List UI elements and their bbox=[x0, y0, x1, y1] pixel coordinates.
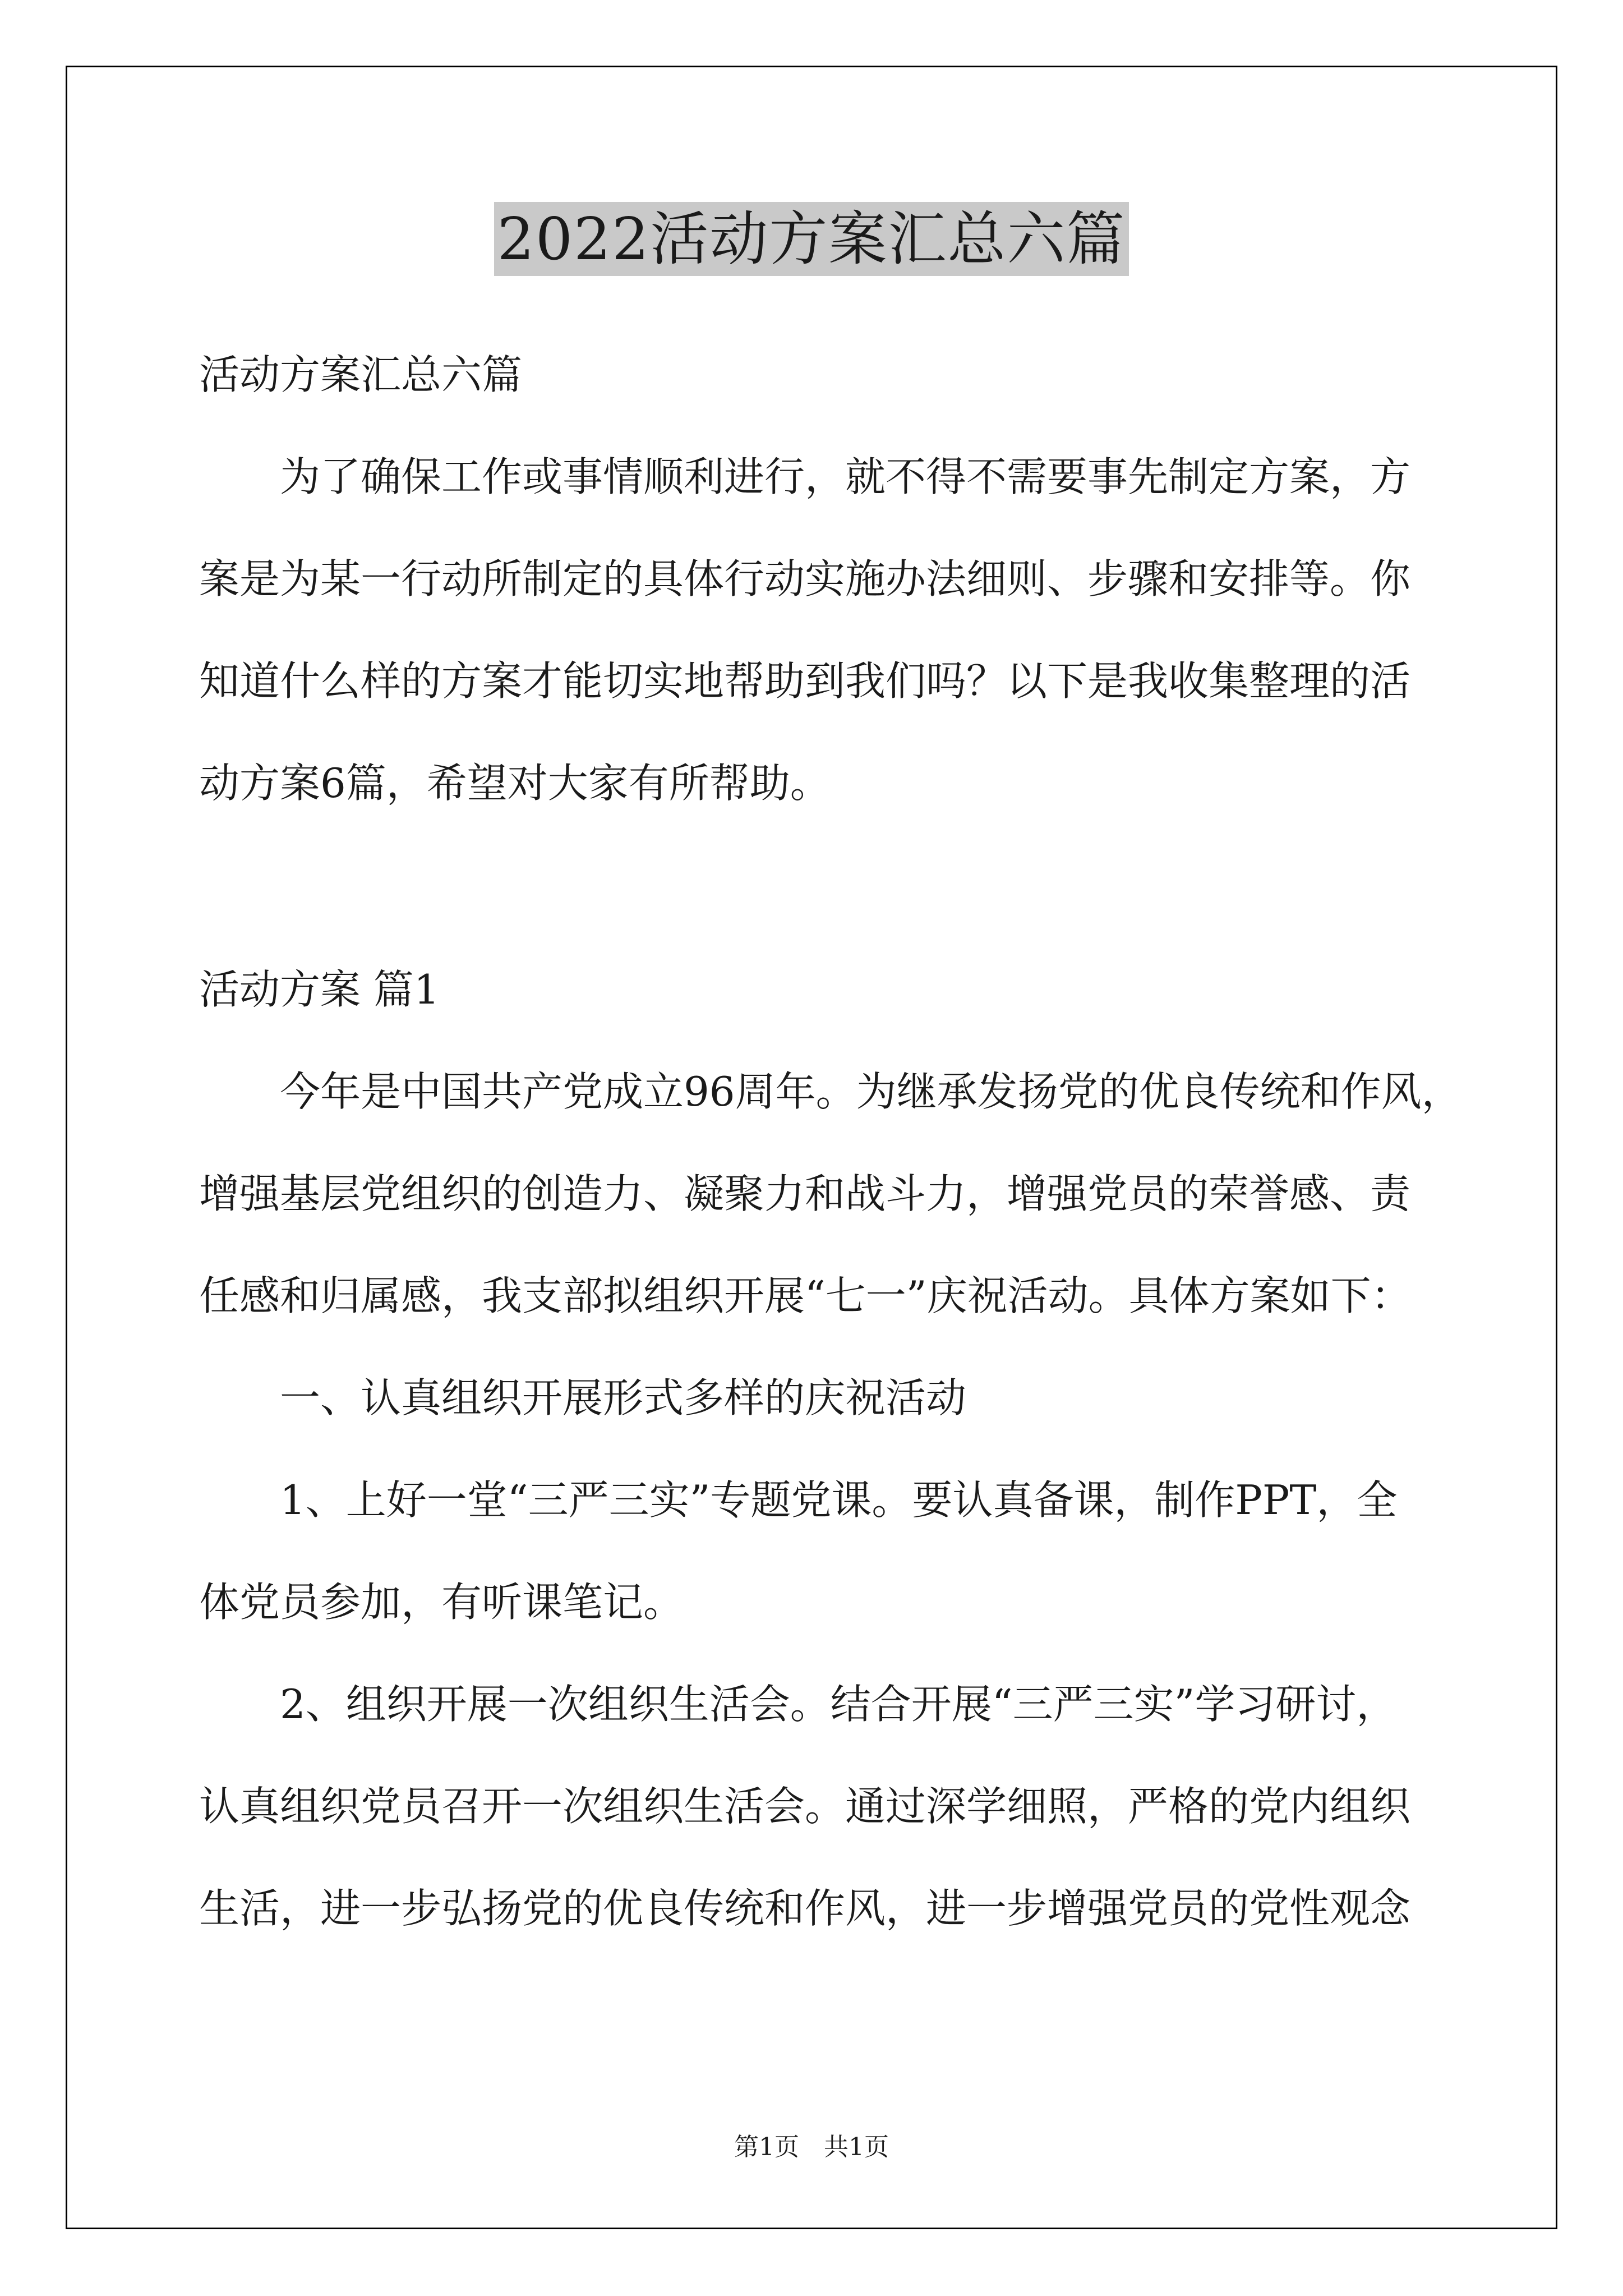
body-line: 增强基层党组织的创造力、凝聚力和战斗力，增强党员的荣誉感、责 bbox=[199, 1170, 1411, 1217]
document-title: 2022活动方案汇总六篇 bbox=[494, 202, 1129, 276]
subtitle: 活动方案汇总六篇 bbox=[199, 351, 523, 398]
body-line: 生活，进一步弘扬党的优良传统和作风，进一步增强党员的党性观念 bbox=[199, 1885, 1411, 1932]
body-line: 任感和归属感，我支部拟组织开展“七一”庆祝活动。具体方案如下： bbox=[199, 1272, 1412, 1319]
intro-line: 为了确保工作或事情顺利进行，就不得不需要事先制定方案，方 bbox=[199, 453, 1411, 500]
body-line: 今年是中国共产党成立96周年。为继承发扬党的优良传统和作风， bbox=[199, 1068, 1462, 1115]
body-line: 体党员参加，有听课笔记。 bbox=[199, 1579, 684, 1626]
intro-line: 动方案6篇，希望对大家有所帮助。 bbox=[199, 760, 831, 807]
intro-line: 案是为某一行动所制定的具体行动实施办法细则、步骤和安排等。你 bbox=[199, 555, 1411, 602]
document-body bbox=[199, 348, 1462, 1935]
body-line: 一、认真组织开展形式多样的庆祝活动 bbox=[199, 1374, 967, 1421]
body-line: 2、组织开展一次组织生活会。结合开展“三严三实”学习研讨， bbox=[199, 1681, 1397, 1728]
page-footer: 第1页 共1页 bbox=[734, 2133, 889, 2161]
body-line: 认真组织党员召开一次组织生活会。通过深学细照，严格的党内组织 bbox=[199, 1783, 1411, 1830]
intro-line: 知道什么样的方案才能切实地帮助到我们吗？以下是我收集整理的活 bbox=[199, 657, 1411, 705]
title-container bbox=[0, 202, 1623, 276]
section-heading: 活动方案 篇1 bbox=[199, 966, 440, 1013]
body-line: 1、上好一堂“三严三实”专题党课。要认真备课，制作PPT，全 bbox=[199, 1476, 1398, 1524]
